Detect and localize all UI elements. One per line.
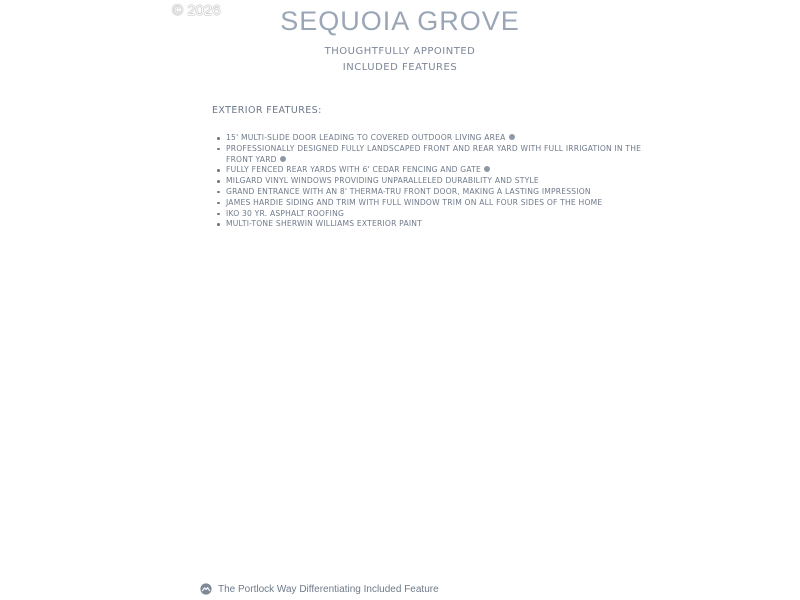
feature-item: [226, 219, 646, 230]
subtitle-line-2: INCLUDED FEATURES: [342, 62, 458, 73]
portlock-mark-icon: [484, 166, 490, 172]
footer-legend: [200, 583, 439, 595]
exterior-features-list: [212, 133, 646, 230]
portlock-mark-icon: [280, 156, 286, 162]
subtitle-line-1: THOUGHTFULLY APPOINTED: [324, 46, 476, 57]
portlock-mountain-icon: [200, 583, 212, 595]
brand-title: SEQUOIA GROVE: [280, 6, 520, 36]
feature-text: IKO 30 YR. ASPHALT ROOFING: [226, 208, 345, 218]
feature-text: JAMES HARDIE SIDING AND TRIM WITH FULL WINDOW TRIM ON ALL FOUR SIDES OF THE HOME: [226, 197, 603, 207]
feature-text: 15' MULTI-SLIDE DOOR LEADING TO COVERED OUTDOOR LIVING AREA: [226, 133, 506, 142]
section-heading-exterior: EXTERIOR FEATURES:: [212, 105, 322, 116]
footer-legend-text: The Portlock Way Differentiating Included Feature: [218, 583, 439, 595]
copyright-watermark: © 2026: [172, 2, 221, 19]
feature-text: FULLY FENCED REAR YARDS WITH 6' CEDAR FENCING AND GATE: [226, 165, 481, 175]
feature-item: [226, 133, 646, 144]
feature-item: [226, 198, 646, 209]
feature-item: [226, 165, 646, 176]
feature-text: MULTI-TONE SHERWIN WILLIAMS EXTERIOR PAINT: [226, 219, 423, 229]
portlock-mark-icon: [509, 134, 515, 140]
feature-text: MILGARD VINYL WINDOWS PROVIDING UNPARALLELED DURABILITY AND STYLE: [226, 176, 539, 186]
feature-item: [226, 187, 646, 198]
feature-text: PROFESSIONALLY DESIGNED FULLY LANDSCAPED FRONT AND REAR YARD WITH FULL IRRIGATION IN THE FRONT YARD: [226, 143, 642, 164]
feature-item: [226, 176, 646, 187]
feature-item: [226, 144, 646, 166]
feature-text: GRAND ENTRANCE WITH AN 8' THERMA-TRU FRONT DOOR, MAKING A LASTING IMPRESSION: [226, 186, 591, 196]
feature-item: [226, 209, 646, 220]
